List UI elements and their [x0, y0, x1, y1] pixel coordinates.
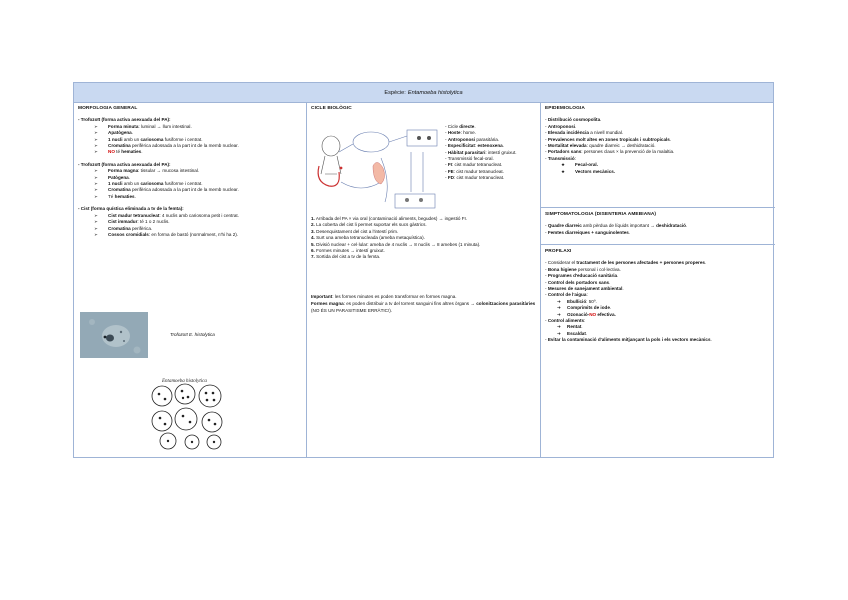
step-item: 6. Formes minutes → intestí gruixut.: [311, 248, 385, 254]
sketch-label: Entamoeba histolytica: [162, 379, 207, 384]
magna-note: Formes magna: es poden distribuir a tv del torrent sanguini fins altres òrgans → colonitzacions parasitàries (NO ÉS UN PARASITISME ERRÀTIC!).: [311, 301, 536, 313]
list-item: - Antroponosi.: [545, 123, 577, 129]
cyst-sketch: [148, 374, 240, 450]
step-item: 3. Desenquistament del cist a l'intestí prim.: [311, 228, 399, 234]
list-item: - Elevada incidència a nivell mundial.: [545, 130, 624, 136]
cycle-steps: [311, 216, 536, 261]
simptomatologia-section: [541, 208, 775, 245]
list-item: ➢ Cromatina perifèrica.: [94, 225, 153, 231]
life-cycle-diagram: [311, 122, 441, 212]
profilaxi-title: PROFILAXI: [545, 249, 572, 254]
arrow-bullet-icon: ➢: [94, 187, 98, 193]
list-item: ➢ NO té hematies.: [94, 149, 143, 155]
list-item: - Bona higiene personal i col·lectiva.: [545, 266, 621, 272]
arrow-bullet-icon: ➢: [94, 168, 98, 174]
arrow-bullet-icon: ➢: [94, 174, 98, 180]
list-item: - Programes d'educació sanitària.: [545, 273, 619, 279]
list-item: - Control de l'aigua:: [545, 292, 588, 298]
summary-sheet: [73, 82, 774, 458]
list-item: ➢ Cossos cromidials: en forma de bastó (normalment, n'hi ha 2).: [94, 231, 239, 237]
list-item: - Transmissió:: [545, 155, 576, 161]
morfologia-column: [74, 102, 307, 457]
food-item: ➔ Rentat.: [557, 324, 583, 330]
arrow-bullet-icon: ➢: [94, 130, 98, 136]
morfologia-title: MORFOLOGIA GENERAL: [78, 106, 138, 111]
list-item: - Antroponosi parasitària.: [445, 136, 500, 142]
important-note: Important: les formes minutes es poden transformar en formes magna.: [311, 294, 457, 299]
right-column: [541, 102, 775, 457]
list-item: ➢ Cromatina perifèrica adossada a la part int de la memb nuclear.: [94, 187, 239, 193]
arrow-right-icon: ➔: [557, 330, 561, 336]
water-item: ➔ Ozonació-NO efectiva.: [557, 311, 616, 317]
list-item: - Prevalences molt altes en zones tropicals i subtropicals.: [545, 136, 672, 142]
species-name: Entamoeba histolytica: [407, 89, 463, 96]
step-item: 1. Arribada del PA × via oral (contaminació aliments, begudes) → ingestió FI.: [311, 216, 468, 221]
list-item: ➢ Forma minuta: luminal → llum intestinal.: [94, 123, 192, 129]
step-item: 4. Surt una ameba tetranucleada (ameba metaquística).: [311, 235, 425, 241]
transmission-item: ★ Vectors mecànics.: [561, 168, 616, 174]
list-item: - Distribució cosmopolita.: [545, 117, 602, 123]
list-item: ➢ Patògena.: [94, 174, 130, 180]
list-item: - Control dels portadors sans.: [545, 279, 611, 285]
list-item: ➢ Cromatina perifèrica adossada a la part int de la memb nuclear.: [94, 143, 239, 149]
arrow-right-icon: ➔: [557, 311, 561, 317]
list-item: - Hoste: home.: [445, 130, 476, 136]
trofozoit-magna-block: [78, 162, 302, 200]
arrow-right-icon: ➔: [557, 298, 561, 304]
water-item: ➔ Comprimits de iode.: [557, 305, 612, 311]
list-item: ➢ Cist immadur: té 1 o 2 nuclis.: [94, 219, 170, 225]
list-item: ➢ 1 nucli amb un cariosoma fusiforme i centrat.: [94, 136, 203, 142]
list-item: - Transmissió fecal-oral.: [445, 156, 494, 162]
species-label: Espècie:: [384, 89, 406, 96]
list-item: - Hàbitat parasitari: intestí gruixut.: [445, 149, 517, 155]
list-item: - FD: cist madur tetranucleat.: [445, 175, 505, 181]
arrow-bullet-icon: ➢: [94, 212, 98, 218]
arrow-bullet-icon: ➢: [94, 231, 98, 237]
star-bullet-icon: ★: [561, 168, 566, 174]
arrow-bullet-icon: ➢: [94, 136, 98, 142]
micrograph-caption: Trofozoït E. histolytica: [170, 332, 215, 337]
list-item: ➢ Forma magna: tissular → mucosa intestinal.: [94, 168, 200, 174]
arrow-bullet-icon: ➢: [94, 149, 98, 155]
arrow-right-icon: ➔: [557, 324, 561, 330]
epidemiologia-section: [541, 102, 775, 208]
cist-heading: - Cist (forma quística eliminada a tv de la femta):: [78, 206, 184, 212]
transmission-item: ★ Fecal-oral.: [561, 162, 598, 168]
step-item: 2. La coberta del cist li permet suportar els sucs gàstrics.: [311, 222, 427, 228]
arrow-bullet-icon: ➢: [94, 143, 98, 149]
water-item: ➔ Ebullició: 50º.: [557, 298, 597, 304]
arrow-right-icon: ➔: [557, 305, 561, 311]
profilaxi-section: [541, 245, 775, 457]
cicle-title: CICLE BIOLÒGIC: [311, 106, 352, 111]
list-item: ➢ Apatògena.: [94, 130, 134, 136]
trofozoit-minuta-block: [78, 117, 302, 155]
species-header: [74, 83, 773, 103]
list-item: - FI: cist madur tetranucleat.: [445, 162, 503, 168]
trofozoit-minuta-heading: - Trofozoït (forma activa asexuada del PA):: [78, 117, 171, 123]
star-bullet-icon: ★: [561, 162, 566, 168]
list-item: - Quadre diarreic amb pèrdua de líquids important → deshidratació.: [545, 223, 688, 229]
list-item: - Mortalitat elevada: quadre diarreic → deshidratació.: [545, 143, 656, 149]
cicle-column: [307, 102, 541, 457]
list-item: - Considerar el tractament de les persones afectades + persones properes.: [545, 260, 707, 266]
food-item: ➔ Escaldat.: [557, 330, 588, 336]
list-item: ➢ Té hematies.: [94, 193, 136, 199]
step-item: 5. Divisió nuclear + cel·lular: ameba de 4 nuclis → 8 nuclis → 8 amebes (1 minuta).: [311, 241, 481, 247]
list-item: - Cicle directe.: [445, 124, 476, 129]
list-item: ➢ Cist madur tetranucleat: 4 nuclis amb cariosoma petit i centrat.: [94, 212, 239, 218]
step-item: 7. Sortida del cist a tv de la femta.: [311, 254, 381, 260]
list-item: - Portadors sans: persones claus × la prevenció de la malaltia.: [545, 149, 675, 155]
list-item: - Especificitat: estenoxena.: [445, 143, 504, 149]
list-item: - Femtes diarreiques + sanguinolentes.: [545, 229, 631, 235]
arrow-bullet-icon: ➢: [94, 181, 98, 187]
list-item: - Mesures de sanejament ambiental.: [545, 286, 624, 292]
simptomatologia-title: SIMPTOMATOLOGIA (DISENTERIA AMEBIANA): [545, 212, 657, 217]
epidemiologia-title: EPIDEMIOLOGIA: [545, 106, 585, 111]
arrow-bullet-icon: ➢: [94, 123, 98, 129]
arrow-bullet-icon: ➢: [94, 219, 98, 225]
list-item: - FE: cist madur tetranucleat.: [445, 168, 504, 174]
cycle-notes: [311, 294, 536, 314]
trophozoite-micrograph: [80, 312, 148, 358]
arrow-bullet-icon: ➢: [94, 225, 98, 231]
cist-block: [78, 206, 302, 238]
trofozoit-magna-heading: - Trofozoït (forma activa asexuada del PA):: [78, 161, 171, 167]
list-item: - Control aliments:: [545, 318, 586, 324]
arrow-bullet-icon: ➢: [94, 193, 98, 199]
list-item: - Evitar la contaminació d'aliments mitjançant la pols i els vectors mecànics.: [545, 337, 712, 343]
list-item: ➢ 1 nucli amb un cariosoma fusiforme i centrat.: [94, 181, 203, 187]
cycle-facts: [445, 124, 537, 182]
